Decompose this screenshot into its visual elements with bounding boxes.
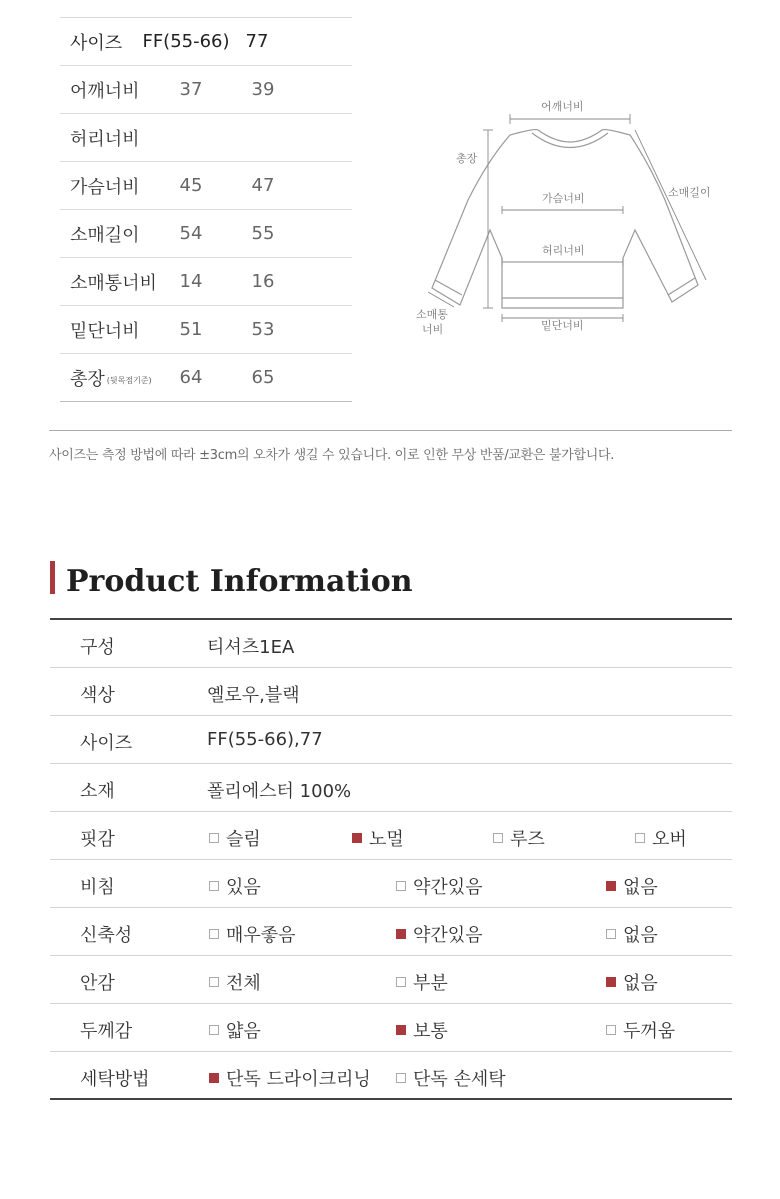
- diagram-label-chest: 가슴너비: [542, 192, 585, 205]
- diagram-label-hem: 밑단너비: [541, 319, 584, 332]
- info-label: 핏감: [80, 829, 115, 850]
- measurement-diagram: [410, 90, 730, 350]
- checkbox-checked-icon: [352, 833, 362, 843]
- info-row-stretch: [50, 908, 732, 956]
- checkbox-icon: [209, 833, 219, 843]
- size-table: [60, 17, 352, 402]
- size-row: [60, 210, 352, 258]
- size-row-col2: 39: [251, 79, 275, 100]
- info-row-material: [50, 764, 732, 812]
- info-label: 사이즈: [80, 733, 133, 754]
- size-row: [60, 66, 352, 114]
- checkbox-icon: [209, 929, 219, 939]
- size-row: [60, 258, 352, 306]
- option-item: 오버: [635, 825, 687, 851]
- size-table-header: [60, 18, 352, 66]
- divider: [49, 430, 732, 431]
- option-item: 단독 손세탁: [396, 1065, 506, 1091]
- option-item: 단독 드라이크리닝: [209, 1065, 371, 1091]
- option-item: 있음: [209, 873, 261, 899]
- info-value: 폴리에스터 100%: [207, 781, 352, 802]
- checkbox-checked-icon: [606, 977, 616, 987]
- size-row-label: 가슴너비: [70, 176, 140, 198]
- size-header-col1: FF(55-66): [142, 31, 230, 52]
- info-label: 색상: [80, 685, 115, 706]
- size-row-col2: 53: [251, 319, 275, 340]
- size-row-col1: 45: [179, 175, 203, 196]
- option-item: 부분: [396, 969, 448, 995]
- size-row-col1: 51: [179, 319, 203, 340]
- info-label: 두께감: [80, 1021, 133, 1042]
- option-item: 보통: [396, 1017, 448, 1043]
- option-item: 얇음: [209, 1017, 261, 1043]
- size-row-col1: 37: [179, 79, 203, 100]
- diagram-label-sleeve-width-1: 소매통: [416, 308, 448, 321]
- checkbox-icon: [606, 1025, 616, 1035]
- info-row-color: [50, 668, 732, 716]
- option-item: 루즈: [493, 825, 545, 851]
- size-row: [60, 114, 352, 162]
- info-value: 옐로우,블랙: [207, 685, 300, 706]
- option-item: 매우좋음: [209, 921, 296, 947]
- option-item: 약간있음: [396, 921, 483, 947]
- info-row-sheerness: [50, 860, 732, 908]
- checkbox-icon: [606, 929, 616, 939]
- checkbox-icon: [396, 977, 406, 987]
- size-row: [60, 354, 352, 402]
- size-row-note: (뒷목점기준): [106, 375, 152, 385]
- size-notice: 사이즈는 측정 방법에 따라 ±3cm의 오차가 생길 수 있습니다. 이로 인한 무상 반품/교환은 불가합니다.: [49, 448, 615, 463]
- option-item: 없음: [606, 873, 658, 899]
- info-row-composition: [50, 620, 732, 668]
- checkbox-checked-icon: [396, 929, 406, 939]
- option-item: 없음: [606, 921, 658, 947]
- size-row-label: 밑단너비: [70, 320, 140, 342]
- size-header-label: 사이즈: [70, 32, 123, 54]
- checkbox-icon: [209, 977, 219, 987]
- info-label: 소재: [80, 781, 115, 802]
- size-row-col2: 47: [251, 175, 275, 196]
- option-item: 노멀: [352, 825, 404, 851]
- diagram-label-waist: 허리너비: [542, 244, 585, 257]
- info-row-fit: [50, 812, 732, 860]
- info-value: FF(55-66),77: [207, 729, 323, 750]
- size-row-col2: 55: [251, 223, 275, 244]
- diagram-label-sleeve-length: 소매길이: [668, 186, 711, 199]
- size-row-label: 어깨너비: [70, 80, 140, 102]
- checkbox-icon: [635, 833, 645, 843]
- size-row-col2: 65: [251, 367, 275, 388]
- size-header-col2: 77: [245, 31, 269, 52]
- checkbox-checked-icon: [396, 1025, 406, 1035]
- info-row-thickness: [50, 1004, 732, 1052]
- option-item: 전체: [209, 969, 261, 995]
- diagram-label-length: 총장: [456, 152, 478, 165]
- checkbox-icon: [209, 1025, 219, 1035]
- section-title: Product Information: [66, 564, 413, 599]
- size-row-col1: 64: [179, 367, 203, 388]
- title-accent-bar: [50, 561, 55, 594]
- checkbox-icon: [209, 881, 219, 891]
- checkbox-checked-icon: [209, 1073, 219, 1083]
- size-row-label: 총장 (뒷목점기준): [70, 368, 152, 390]
- info-label: 안감: [80, 973, 115, 994]
- info-label: 비침: [80, 877, 115, 898]
- diagram-label-sleeve-width-2: 너비: [422, 323, 444, 336]
- size-row-col1: 54: [179, 223, 203, 244]
- checkbox-icon: [396, 881, 406, 891]
- size-row-label: 소매통너비: [70, 272, 157, 294]
- info-row-lining: [50, 956, 732, 1004]
- tshirt-outline: [410, 90, 730, 350]
- option-item: 약간있음: [396, 873, 483, 899]
- info-row-washing: [50, 1052, 732, 1100]
- info-value: 티셔츠1EA: [207, 637, 295, 658]
- option-item: 없음: [606, 969, 658, 995]
- checkbox-icon: [396, 1073, 406, 1083]
- option-item: 슬림: [209, 825, 261, 851]
- size-row-col1: 14: [179, 271, 203, 292]
- size-row: [60, 306, 352, 354]
- size-row: [60, 162, 352, 210]
- info-row-size: [50, 716, 732, 764]
- diagram-label-shoulder: 어깨너비: [541, 100, 584, 113]
- info-label: 세탁방법: [80, 1069, 150, 1090]
- checkbox-checked-icon: [606, 881, 616, 891]
- product-info-table: [50, 618, 732, 1100]
- size-row-col2: 16: [251, 271, 275, 292]
- option-item: 두꺼움: [606, 1017, 675, 1043]
- checkbox-icon: [493, 833, 503, 843]
- info-label: 신축성: [80, 925, 133, 946]
- size-row-label: 소매길이: [70, 224, 140, 246]
- size-row-label: 허리너비: [70, 128, 140, 150]
- info-label: 구성: [80, 637, 115, 658]
